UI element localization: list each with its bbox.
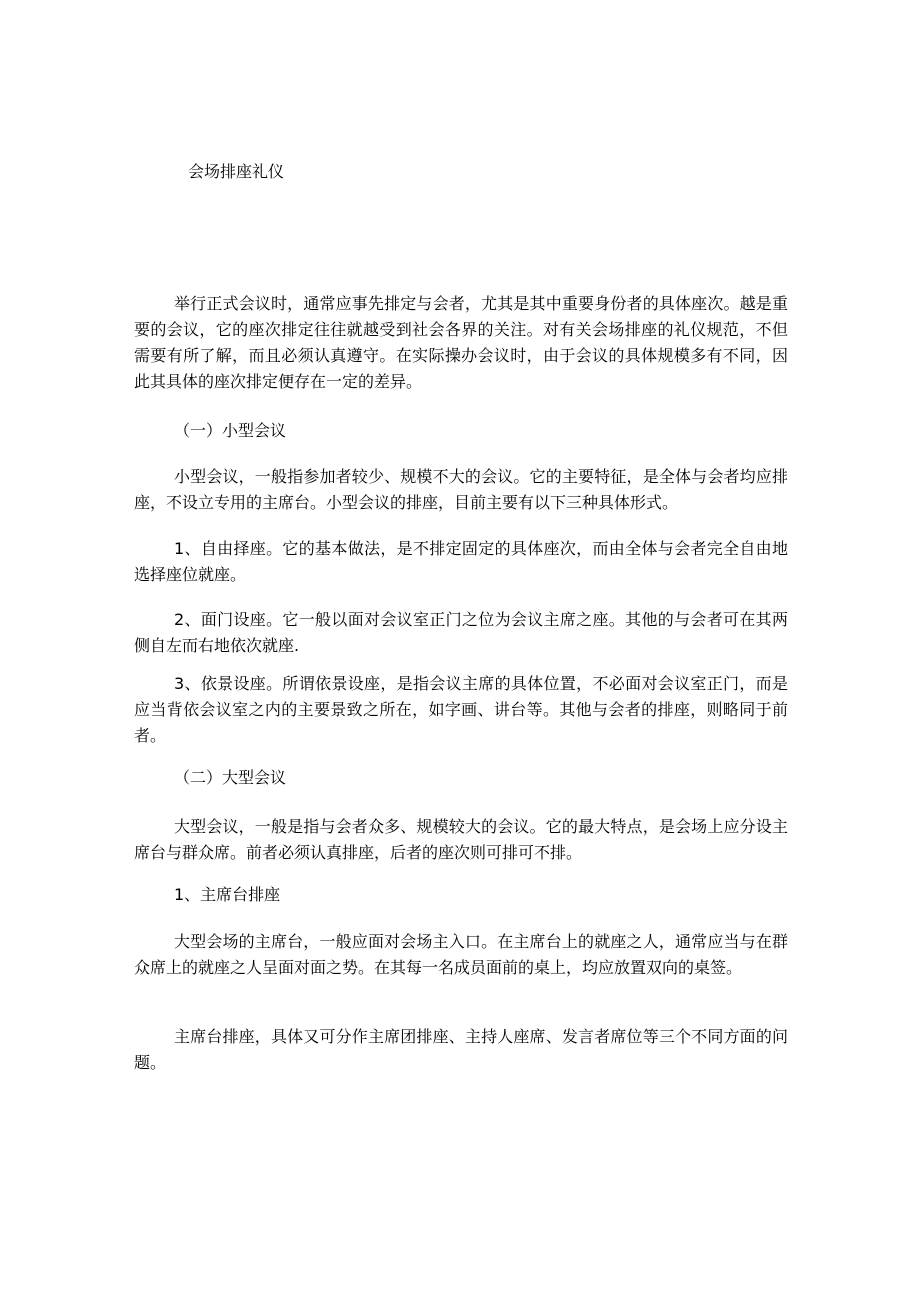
facing-door-paragraph: 2、面门设座。它一般以面对会议室正门之位为会议主席之座。其他的与会者可在其两侧自左而右地依次就座. xyxy=(134,610,788,655)
section-heading-large-meeting: （二）大型会议 xyxy=(174,768,287,787)
large-meeting-paragraph: 大型会议，一般是指与会者众多、规模较大的会议。它的最大特点，是会场上应分设主席台与群众席。前者必须认真排座，后者的座次则可排可不排。 xyxy=(134,817,788,862)
document-title: 会场排座礼仪 xyxy=(188,162,285,181)
rostrum-paragraph-2: 主席台排座，具体又可分作主席团排座、主持人座席、发言者席位等三个不同方面的问题。 xyxy=(134,1027,788,1072)
small-meeting-paragraph: 小型会议，一般指参加者较少、规模不大的会议。它的主要特征，是全体与会者均应排座，不设立专用的主席台。小型会议的排座，目前主要有以下三种具体形式。 xyxy=(134,467,788,512)
sub-heading-rostrum: 1、主席台排座 xyxy=(174,885,281,904)
intro-paragraph: 举行正式会议时，通常应事先排定与会者，尤其是其中重要身份者的具体座次。越是重要的会议，它的座次排定往往就越受到社会各界的关注。对有关会场排座的礼仪规范，不但需要有所了解，而且必须认真遵守。在实际操办会议时，由于会议的具体规模多有不同，因此其具体的座次排定便存在一定的差异。 xyxy=(134,294,788,391)
rostrum-paragraph-1: 大型会场的主席台，一般应面对会场主入口。在主席台上的就座之人，通常应当与在群众席上的就座之人呈面对面之势。在其每一名成员面前的桌上，均应放置双向的桌签。 xyxy=(134,932,788,977)
section-heading-small-meeting: （一）小型会议 xyxy=(174,421,287,440)
free-seating-paragraph: 1、自由择座。它的基本做法，是不排定固定的具体座次，而由全体与会者完全自由地选择座位就座。 xyxy=(134,539,788,584)
scenery-seating-paragraph: 3、依景设座。所谓依景设座，是指会议主席的具体位置，不必面对会议室正门，而是应当背依会议室之内的主要景致之所在，如字画、讲台等。其他与会者的排座，则略同于前者。 xyxy=(134,674,788,745)
